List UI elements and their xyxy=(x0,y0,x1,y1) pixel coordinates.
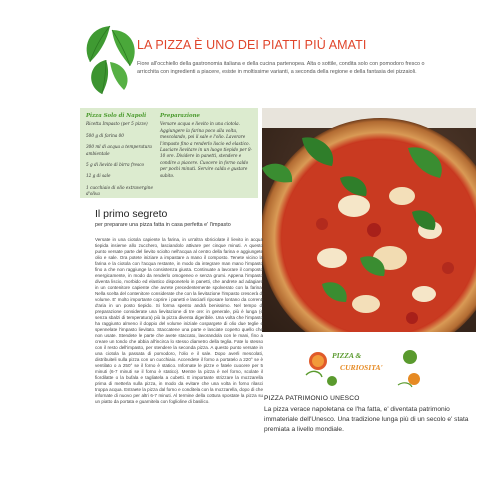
section-subtitle: per preparare una pizza fatta in casa perfetta e' l'impasto xyxy=(95,222,231,228)
ingredient-item: 300 ml di acqua a temperatura ambientale xyxy=(86,144,152,156)
recipe-title: Pizza Solo di Napoli xyxy=(86,113,147,119)
pizza-photo xyxy=(262,108,476,332)
ingredient-item: Ricetta Impasto (per 5 pizze) xyxy=(86,121,148,127)
section-body: Versate in una ciotola capiente la farina, in un'altra sbriciolate il lievito in acqua tiepida insieme allo zucchero, lasciandolo attivare per cinque minuti. A questo punto versate parte del lievito sciolto nell'acqua al centro della farina e aggiungete olio e sale. Ora potete iniziare a impastare a mano il composto. Tenete vicino la farina e la ciotola con l'acqua restante, in modo da integrare man mano l'impasto fino a che non raggiunge la consistenza giusta. Continuate a lavorare il composto energicamente, in modo da renderlo omogeneo e senza grumi. Appena l'impasto diventa liscio, morbido ed elastico disponetelo in panetti, che andrete ad adagiare in un contenitore capiente che avrete precedentemente spolverato con la farina. Nella scelta del contenitore considerate che con la lievitazione l'impasto crescerà di volume. E' molto importante coprire i panetti e lasciarli riposare lontano da correnti d'aria in un posto tiepido. Si forma spento andrà benissimo. Nel tempo di preparazione considerate una lievitazione di tre ore: in generale, più è lunga (e senza sbalzi di temperatura) più la pizza diventa digeribile. Una volta che l'impasto ha raggiunto almeno il doppio del volume iniziale cospargete di olio due teglie e spennelate l'impasto lievitato. Staccatene una parte e lasciate coperto quello che non usate. Stendete le parte che avete staccato, lavorandola con le mani, fino a creare un tondo che abbia all'incirca lo stesso diametro della teglia. Fate lo stesso con il resto dell'impasto, per stendere la seconda pizza. A questo punto versate in una ciotola la passata di pomodoro, l'olio e il sale. Dopo averli mescolati, distribuiteli sulla pizza con un cucchiaio. Accendete il forno a portatelo a 220° se è ventilato o a 250° se il forno è statico. Infornate le pizze e fatele cuocere per 5 minuti (6-7 minuti se il forno è statico). Mentre la pizza è nel forno, scolate il fiordilatte o la bufala e tagliatela a cubetti. E importante strizzare la mozzarella prima di metterla sulla pizza, in modo da evitare che una volta in forno rilasci troppa acqua. Estraete la pizza dal forno e conditela con la mozzarella, dopo di che infornate di nuovo per altri 6-7 minuti. Al termine della cottura spostate la pizza su un piatto da portata e guarnitela con foglioline di basilico. xyxy=(95,237,263,404)
ingredient-item: 1 cucchiaio di olio extravergine d'oliva xyxy=(86,184,153,197)
preparation-title: Preparazione xyxy=(160,113,200,119)
section-title: Il primo segreto xyxy=(95,208,168,220)
ingredient-item: 500 g di farina 00 xyxy=(86,132,124,138)
recipe-box xyxy=(80,108,258,198)
ingredients-column xyxy=(86,113,156,203)
badge-line-2: CURIOSITA' xyxy=(340,363,383,372)
curiosity-text: La pizza verace napoletana ce l'ha fatta, e' diventata patrimonio immateriale dell'Unesco. Una tradizione lunga più di un secolo e' stata premiata a livello mondiale. xyxy=(264,406,469,434)
page-title: LA PIZZA È UNO DEI PIATTI PIÙ AMATI xyxy=(137,38,367,52)
preparation-column xyxy=(160,113,255,179)
curiosity-title: PIZZA PATRIMONIO UNESCO xyxy=(264,395,360,402)
basil-leaves-image xyxy=(80,22,140,96)
intro-paragraph: Fiore all'occhiello della gastronomia italiana e della cucina partenopea. Alta o sottile, condita solo con pomodoro fresco o arricchita con ingredienti a piacere, esiste in moltissime varianti, a seconda della regione e della fantasia dei pizzaioli. xyxy=(137,61,425,76)
ingredient-item: 5 g di lievito di birra fresco xyxy=(86,162,145,168)
ingredient-item: 12 g di sale xyxy=(86,173,111,179)
preparation-text: Versare acqua e lievito in una ciotola. Aggiungere la farina poco alla volta, mescolando, poi il sale e l'olio. Lavorare l'impasto fino a renderlo liscio ed elastico. Lasciare lievitare in un luogo tiepido per 8-10 ore. Dividere in panetti, stendere e condire a piacere. Cuocere in forno caldo per pochi minuti. Servire calda e gustare subito. xyxy=(160,121,253,178)
badge-line-1: PIZZA & xyxy=(332,351,362,360)
